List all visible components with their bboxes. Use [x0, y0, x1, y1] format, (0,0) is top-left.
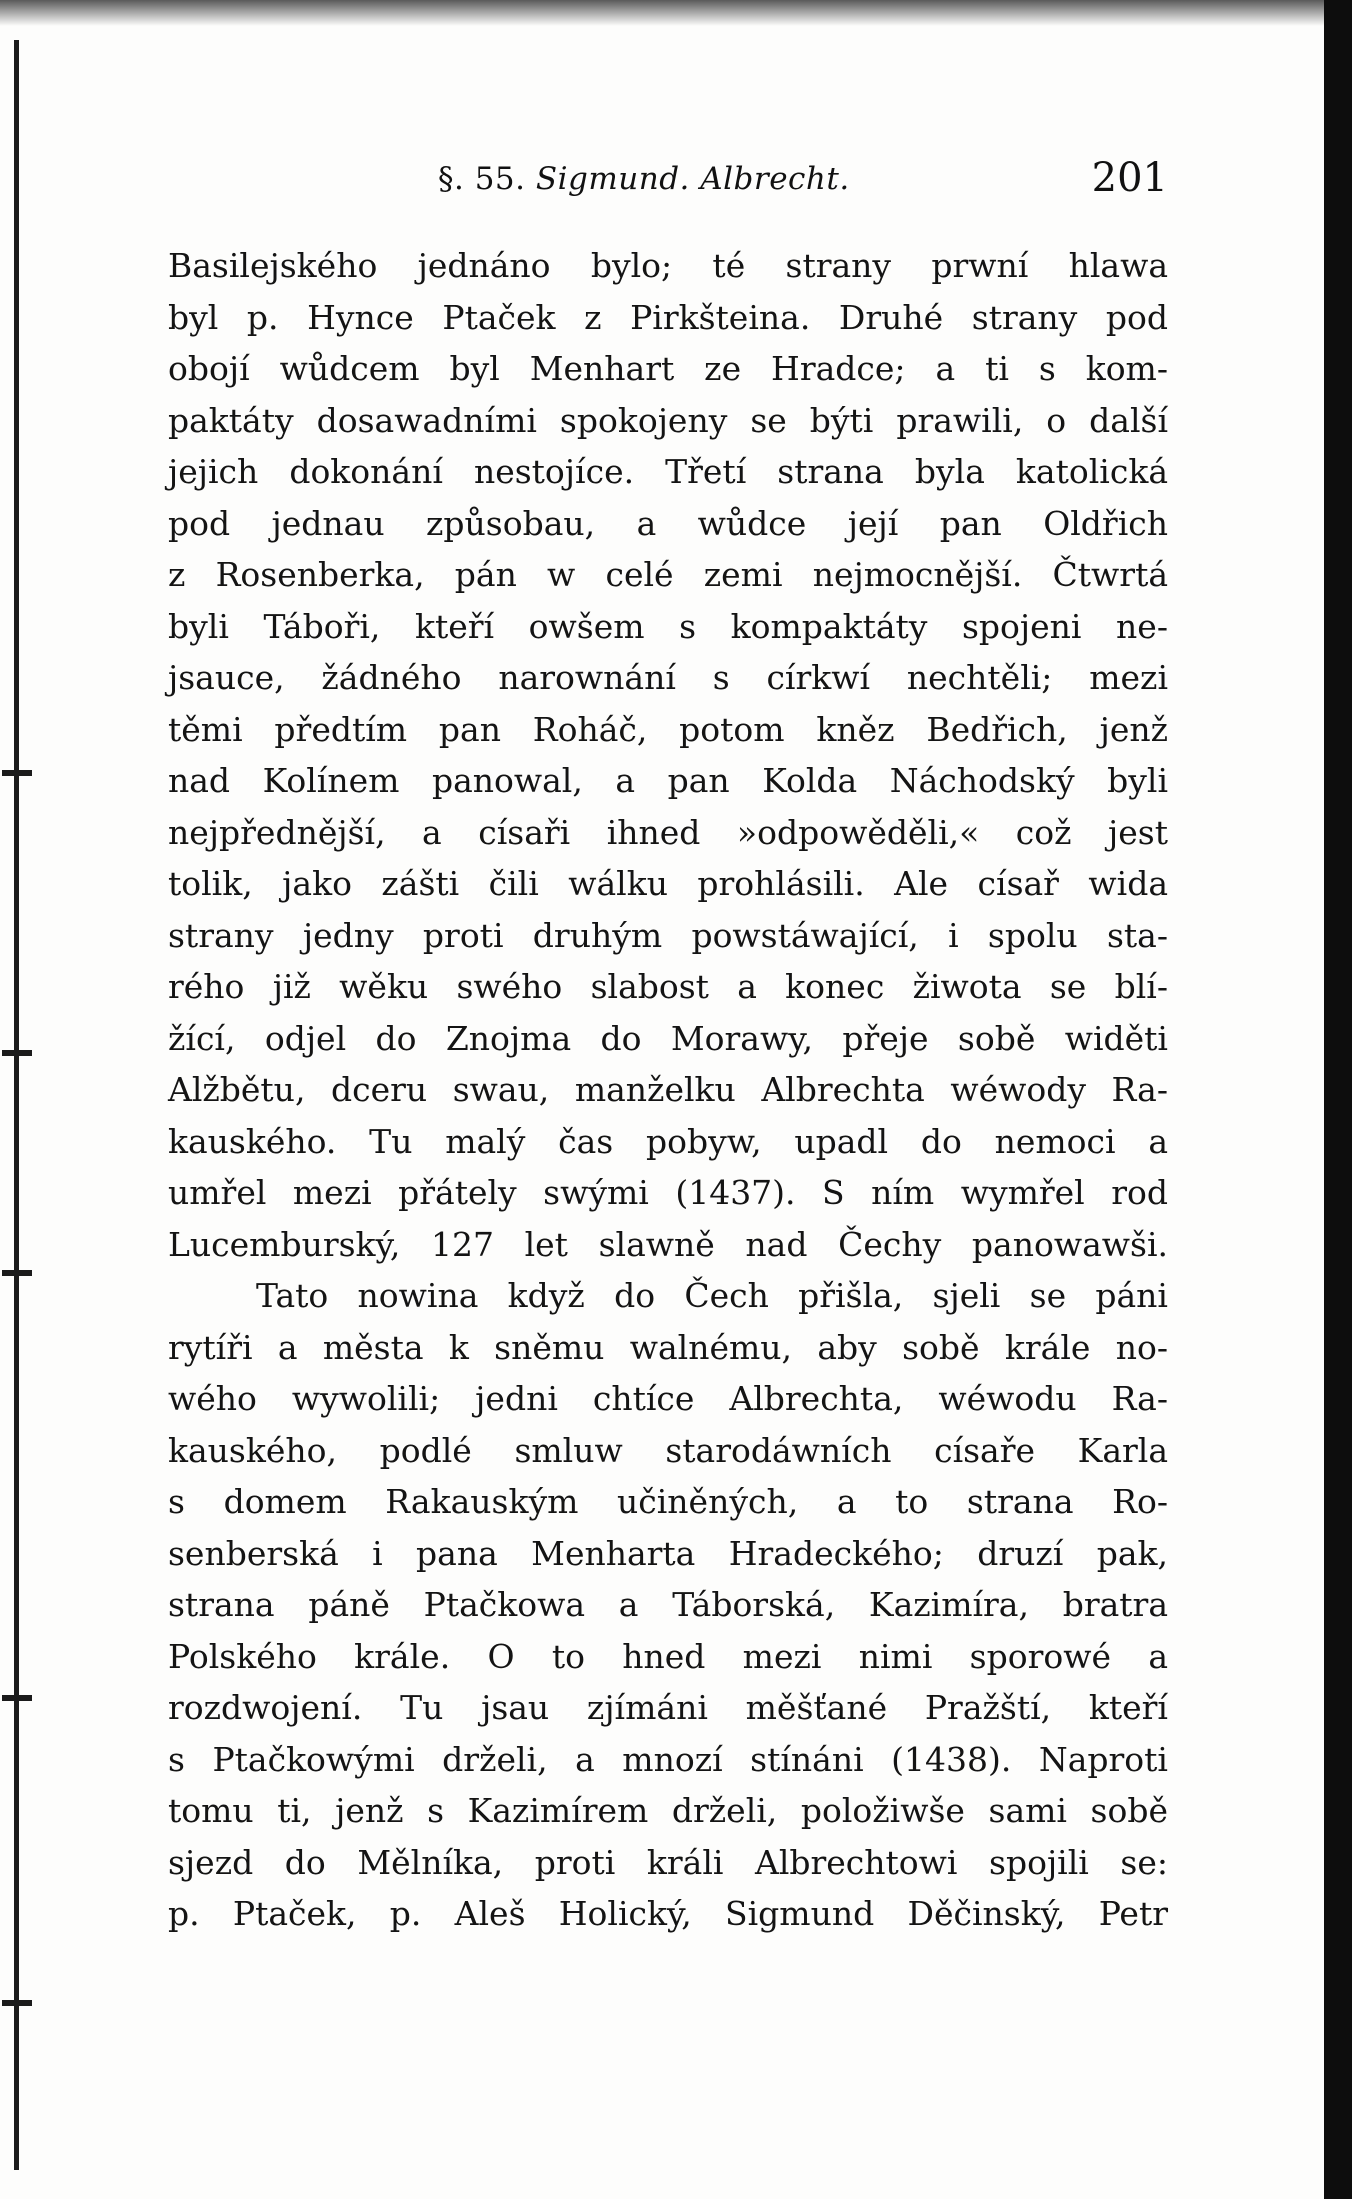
section-number: §. 55. — [438, 161, 526, 197]
chapter-title: Sigmund. Albrecht. — [535, 161, 850, 197]
margin-mark — [2, 2000, 32, 2006]
text-line: Lucemburský, 127 let slawně nad Čechy panowawši. — [168, 1224, 1168, 1264]
text-line: s domem Rakauským učiněných, a to strana Ro- — [168, 1482, 1168, 1521]
paragraph-start-line: Tato nowina když do Čech přišla, sjeli se páni — [256, 1276, 1168, 1315]
text-line: obojí wůdcem byl Menhart ze Hradce; a ti s kom- — [168, 349, 1168, 388]
text-line: umřel mezi přátely swými (1437). S ním wymřel rod — [168, 1173, 1168, 1212]
text-line: strana páně Ptačkowa a Táborská, Kazimíra, bratra — [168, 1585, 1168, 1624]
text-line: p. Ptaček, p. Aleš Holický, Sigmund Děčinský, Petr — [168, 1894, 1168, 1933]
margin-mark — [2, 1270, 32, 1276]
scan-top-shadow — [0, 0, 1352, 26]
text-line: z Rosenberka, pán w celé zemi nejmocnější. Čtwrtá — [168, 555, 1168, 594]
text-line: kauského, podlé smluw starodáwních císaře Karla — [168, 1430, 1168, 1470]
text-line: nad Kolínem panowal, a pan Kolda Náchodský byli — [168, 761, 1168, 800]
page-header — [168, 155, 1168, 215]
text-line: žící, odjel do Znojma do Morawy, přeje sobě widěti — [168, 1018, 1168, 1058]
text-line: tolik, jako zášti čili wálku prohlásili. Ale císař wida — [168, 864, 1168, 903]
margin-mark — [2, 1695, 32, 1701]
binding-edge-rule — [14, 40, 19, 2170]
body-text — [168, 240, 1168, 1940]
text-line: senberská i pana Menharta Hradeckého; druzí pak, — [168, 1533, 1168, 1573]
margin-mark — [2, 770, 32, 776]
text-line: byli Táboři, kteří owšem s kompaktáty spojeni ne- — [168, 606, 1168, 646]
text-line: jejich dokonání nestojíce. Třetí strana byla katolická — [168, 452, 1168, 491]
text-line: wého wywolili; jedni chtíce Albrechta, wéwodu Ra- — [168, 1379, 1168, 1418]
text-line: jsauce, žádného narownání s církwí nechtěli; mezi — [168, 658, 1168, 697]
text-line: těmi předtím pan Roháč, potom kněz Bedřich, jenž — [168, 709, 1168, 749]
text-line: Alžbětu, dceru swau, manželku Albrechta wéwody Ra- — [168, 1070, 1168, 1109]
text-line: s Ptačkowými drželi, a mnozí stínáni (1438). Naproti — [168, 1739, 1168, 1779]
margin-mark — [2, 1050, 32, 1056]
page-number: 201 — [1091, 155, 1168, 201]
text-line: tomu ti, jenž s Kazimírem drželi, položiwše sami sobě — [168, 1791, 1168, 1830]
text-line: Basilejského jednáno bylo; té strany prwní hlawa — [168, 246, 1168, 285]
text-line: paktáty dosawadními spokojeny se býti prawili, o další — [168, 400, 1168, 440]
text-line: Polského krále. O to hned mezi nimi sporowé a — [168, 1636, 1168, 1676]
text-line: rého již wěku swého slabost a konec žiwota se blí- — [168, 967, 1168, 1006]
text-line: byl p. Hynce Ptaček z Pirkšteina. Druhé strany pod — [168, 297, 1168, 337]
scan-right-edge — [1324, 0, 1352, 2199]
text-line: sjezd do Mělníka, proti králi Albrechtowi spojili se: — [168, 1842, 1168, 1882]
text-line: pod jednau způsobau, a wůdce její pan Oldřich — [168, 503, 1168, 543]
text-line: kauského. Tu malý čas pobyw, upadl do nemoci a — [168, 1121, 1168, 1161]
text-line: nejpřednější, a císaři ihned »odpowěděli,« což jest — [168, 812, 1168, 852]
text-line: rytíři a města k sněmu walnému, aby sobě krále no- — [168, 1327, 1168, 1367]
text-line: rozdwojení. Tu jsau zjímáni měšťané Pražští, kteří — [168, 1688, 1168, 1727]
running-head — [438, 161, 850, 197]
text-line: strany jedny proti druhým powstáwající, i spolu sta- — [168, 915, 1168, 955]
